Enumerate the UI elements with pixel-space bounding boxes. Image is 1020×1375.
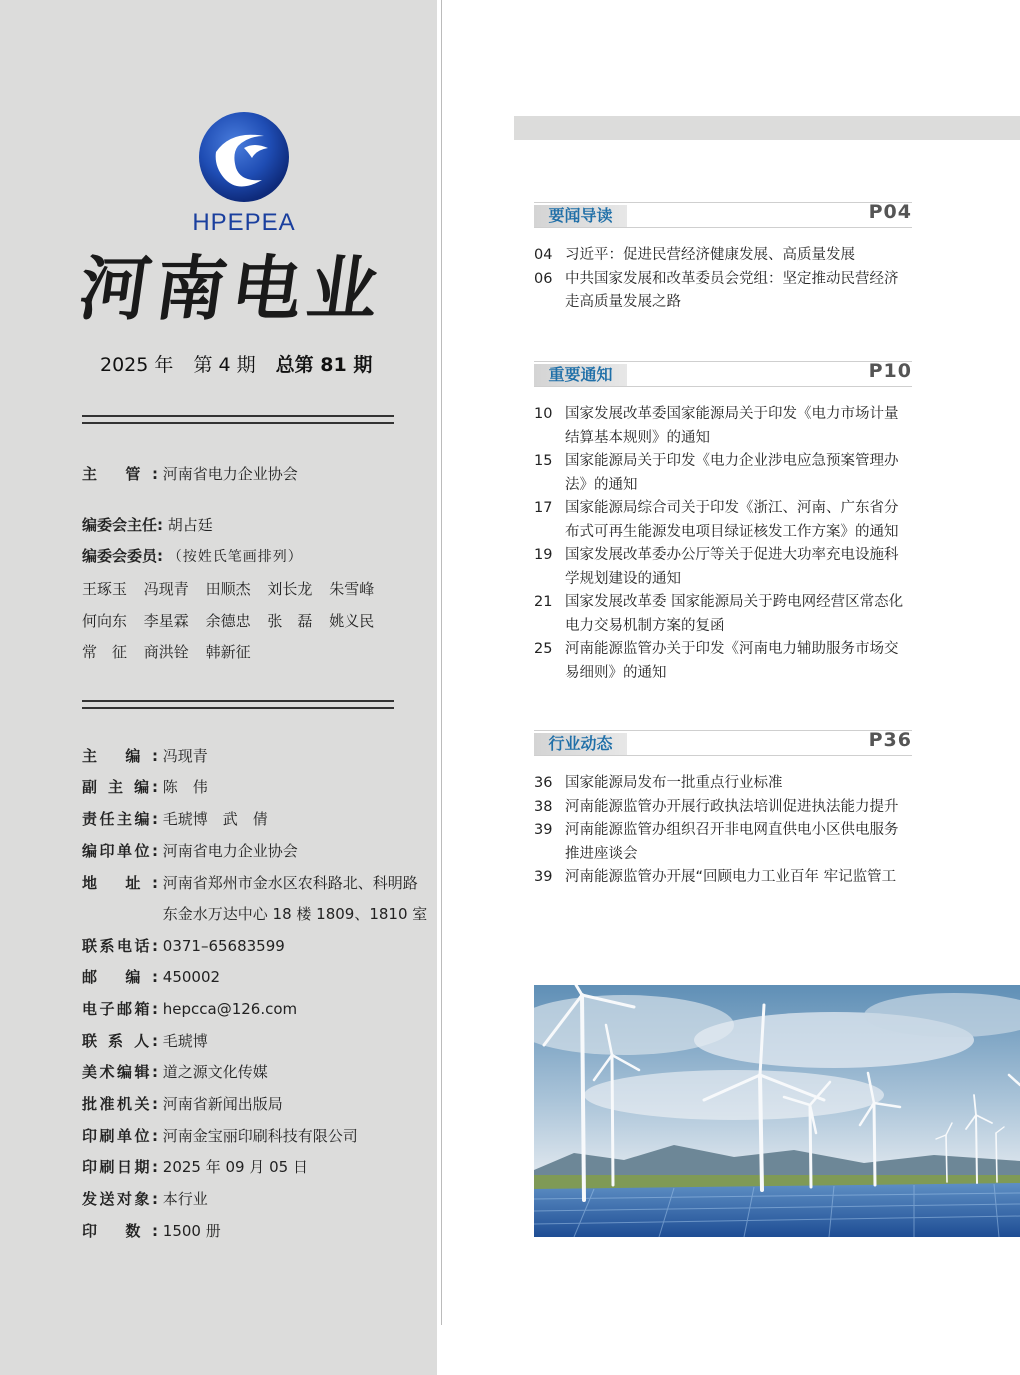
- member-name: 常 征: [82, 643, 128, 661]
- postcode-row: [82, 967, 220, 987]
- toc-entry-page: 21: [534, 594, 553, 610]
- print-run-label: 印 数:: [82, 1222, 158, 1240]
- contact-value: 毛琥博: [162, 1032, 208, 1050]
- address-label: 地 址:: [82, 874, 158, 892]
- postcode-value: 450002: [162, 968, 221, 986]
- toc-entry-page: 39: [534, 869, 553, 885]
- committee-members-row: [82, 546, 303, 567]
- section-header: [534, 361, 912, 387]
- toc-entry-title: 国家能源局综合司关于印发《浙江、河南、广东省分布式可再生能源发电项目绿证核发工作方案》的通知: [565, 500, 899, 540]
- toc-entry-page: 36: [534, 775, 553, 791]
- hpepea-logo: [186, 112, 304, 240]
- toc-entry-title: 国家能源局关于印发《电力企业涉电应急预案管理办法》的通知: [565, 453, 899, 493]
- header-band: [514, 116, 1020, 140]
- section-header: [534, 730, 912, 756]
- toc-entry-title: 河南能源监管办组织召开非电网直供电小区供电服务推进座谈会: [565, 822, 899, 862]
- committee-chair-label: 编委会主任:: [82, 516, 163, 534]
- toc-entry[interactable]: [534, 819, 912, 866]
- section-tag[interactable]: 行业动态: [534, 733, 627, 755]
- supervisor-value: 河南省电力企业协会: [162, 465, 298, 483]
- print-run-value: 1500 册: [162, 1222, 221, 1240]
- members-row-2: [82, 610, 386, 631]
- member-name: 田顺杰: [205, 580, 251, 598]
- toc-entry-title: 习近平：促进民营经济健康发展、高质量发展: [565, 247, 855, 263]
- toc-entry[interactable]: [534, 591, 912, 638]
- member-name: 冯现青: [143, 580, 189, 598]
- editorial-value: 冯现青: [162, 747, 208, 765]
- email-value[interactable]: hepcca@126.com: [162, 1000, 298, 1018]
- section-header: [534, 202, 912, 228]
- supervisor-row: [82, 464, 298, 484]
- divider: [82, 415, 394, 424]
- toc-entry-title: 河南能源监管办关于印发《河南电力辅助服务市场交易细则》的通知: [565, 641, 899, 681]
- toc-entry[interactable]: [534, 638, 912, 685]
- divider: [82, 700, 394, 709]
- address-row: [82, 873, 418, 893]
- toc-entry-page: 06: [534, 270, 553, 287]
- magazine-title: 河南电业: [74, 247, 390, 330]
- issue-number: 第 4 期: [193, 354, 256, 376]
- svg-text:HPEPEA: HPEPEA: [192, 209, 296, 236]
- member-name: 李星霖: [143, 612, 189, 630]
- editorial-row: [82, 777, 208, 797]
- toc-entry-title: 河南能源监管办开展“回顾电力工业百年 牢记监管工: [565, 869, 897, 885]
- printer-row: [82, 1126, 358, 1146]
- page-divider-line: [441, 0, 442, 1325]
- toc-section-headlines: [534, 202, 912, 315]
- editorial-label: 副 主 编:: [82, 778, 158, 796]
- editorial-label: 责任主编:: [82, 810, 158, 828]
- toc-entry[interactable]: [534, 403, 912, 450]
- issue-info: [100, 350, 386, 377]
- print-date-label: 印刷日期:: [82, 1158, 158, 1176]
- approval-value: 河南省新闻出版局: [162, 1095, 283, 1113]
- toc-entry-title: 国家发展改革委办公厅等关于促进大功率充电设施科学规划建设的通知: [565, 547, 899, 587]
- toc-entry[interactable]: [534, 866, 912, 890]
- toc-entry-page: 25: [534, 641, 553, 657]
- toc-entry[interactable]: [534, 796, 912, 820]
- postcode-label: 邮 编:: [82, 968, 158, 986]
- supervisor-label: 主 管:: [82, 465, 158, 483]
- contact-row: [82, 1031, 208, 1051]
- toc-entry-title: 河南能源监管办开展行政执法培训促进执法能力提升: [565, 798, 899, 815]
- email-row: [82, 999, 297, 1019]
- toc-entry-title: 国家发展改革委 国家能源局关于跨电网经营区常态化电力交易机制方案的复函: [565, 594, 904, 634]
- editorial-value: 毛琥博 武 倩: [162, 810, 268, 828]
- member-name: 商洪铨: [143, 643, 189, 661]
- address-value: 河南省郑州市金水区农科路北、科明路: [162, 874, 418, 892]
- art-editor-value: 道之源文化传媒: [162, 1063, 268, 1081]
- editorial-row: [82, 746, 208, 766]
- printer-value: 河南金宝丽印刷科技有限公司: [162, 1127, 358, 1145]
- toc-entry-page: 38: [534, 798, 553, 815]
- toc-entry[interactable]: [534, 544, 912, 591]
- issue-year: 2025 年: [100, 354, 174, 376]
- toc-entry-page: 15: [534, 453, 553, 469]
- distribution-value: 本行业: [162, 1190, 208, 1208]
- art-editor-row: [82, 1062, 268, 1082]
- committee-chair-row: [82, 515, 213, 535]
- toc-entry[interactable]: [534, 244, 912, 268]
- print-date-row: [82, 1157, 308, 1177]
- toc-entry-title: 国家能源局发布一批重点行业标准: [565, 775, 783, 791]
- member-name: 王琢玉: [82, 580, 128, 598]
- approval-label: 批准机关:: [82, 1095, 158, 1113]
- member-name: 朱雪峰: [329, 580, 375, 598]
- printer-label: 印刷单位:: [82, 1127, 158, 1145]
- section-tag[interactable]: 要闻导读: [534, 205, 627, 227]
- editorial-value: 河南省电力企业协会: [162, 842, 298, 860]
- member-name: 何向东: [82, 612, 128, 630]
- masthead-panel: [0, 0, 437, 1375]
- member-name: 张 磊: [267, 612, 313, 630]
- editorial-row: [82, 841, 298, 861]
- section-page-number: P36: [868, 729, 912, 751]
- member-name: 姚义民: [329, 612, 375, 630]
- wind-solar-photo: [534, 985, 1020, 1237]
- editorial-value: 陈 伟: [162, 778, 208, 796]
- editorial-label: 编印单位:: [82, 842, 158, 860]
- member-name: 韩新征: [205, 643, 251, 661]
- toc-entry[interactable]: [534, 450, 912, 497]
- phone-row: [82, 936, 285, 956]
- toc-entry[interactable]: [534, 772, 912, 796]
- member-name: 刘长龙: [267, 580, 313, 598]
- approval-row: [82, 1094, 283, 1114]
- member-name: 余德忠: [205, 612, 251, 630]
- members-row-3: [82, 641, 263, 662]
- toc-entry-page: 10: [534, 406, 553, 422]
- committee-members-note: （按姓氏笔画排列）: [167, 549, 303, 565]
- toc-entry-page: 19: [534, 547, 553, 563]
- section-page-number: P04: [868, 201, 912, 223]
- distribution-label: 发送对象:: [82, 1190, 158, 1208]
- section-page-number: P10: [868, 360, 912, 382]
- committee-members-label: 编委会委员:: [82, 547, 163, 565]
- toc-section-notices: [534, 361, 912, 685]
- toc-entry-title: 中共国家发展和改革委员会党组：坚定推动民营经济走高质量发展之路: [565, 270, 899, 310]
- phone-value: 0371–65683599: [162, 937, 285, 955]
- toc-section-industry: [534, 730, 912, 890]
- toc-entry[interactable]: [534, 268, 912, 315]
- issue-total: 总第 81 期: [275, 354, 373, 376]
- section-tag[interactable]: 重要通知: [534, 364, 627, 386]
- editorial-row: [82, 809, 268, 829]
- art-editor-label: 美术编辑:: [82, 1063, 158, 1081]
- committee-chair-value: 胡占廷: [167, 516, 213, 534]
- distribution-row: [82, 1189, 208, 1209]
- address-value-2: 东金水万达中心 18 楼 1809、1810 室: [162, 905, 428, 923]
- contact-label: 联 系 人:: [82, 1032, 158, 1050]
- address-row-2: [82, 904, 427, 924]
- members-row-1: [82, 578, 386, 599]
- phone-label: 联系电话:: [82, 937, 158, 955]
- editorial-label: 主 编:: [82, 747, 158, 765]
- toc-entry-title: 国家发展改革委国家能源局关于印发《电力市场计量结算基本规则》的通知: [565, 406, 899, 446]
- print-date-value: 2025 年 09 月 05 日: [162, 1158, 308, 1176]
- print-run-row: [82, 1221, 221, 1241]
- toc-entry-page: 04: [534, 247, 553, 263]
- toc-entry-page: 17: [534, 500, 553, 516]
- toc-entry-page: 39: [534, 822, 553, 838]
- toc-entry[interactable]: [534, 497, 912, 544]
- email-label: 电子邮箱:: [82, 1000, 158, 1018]
